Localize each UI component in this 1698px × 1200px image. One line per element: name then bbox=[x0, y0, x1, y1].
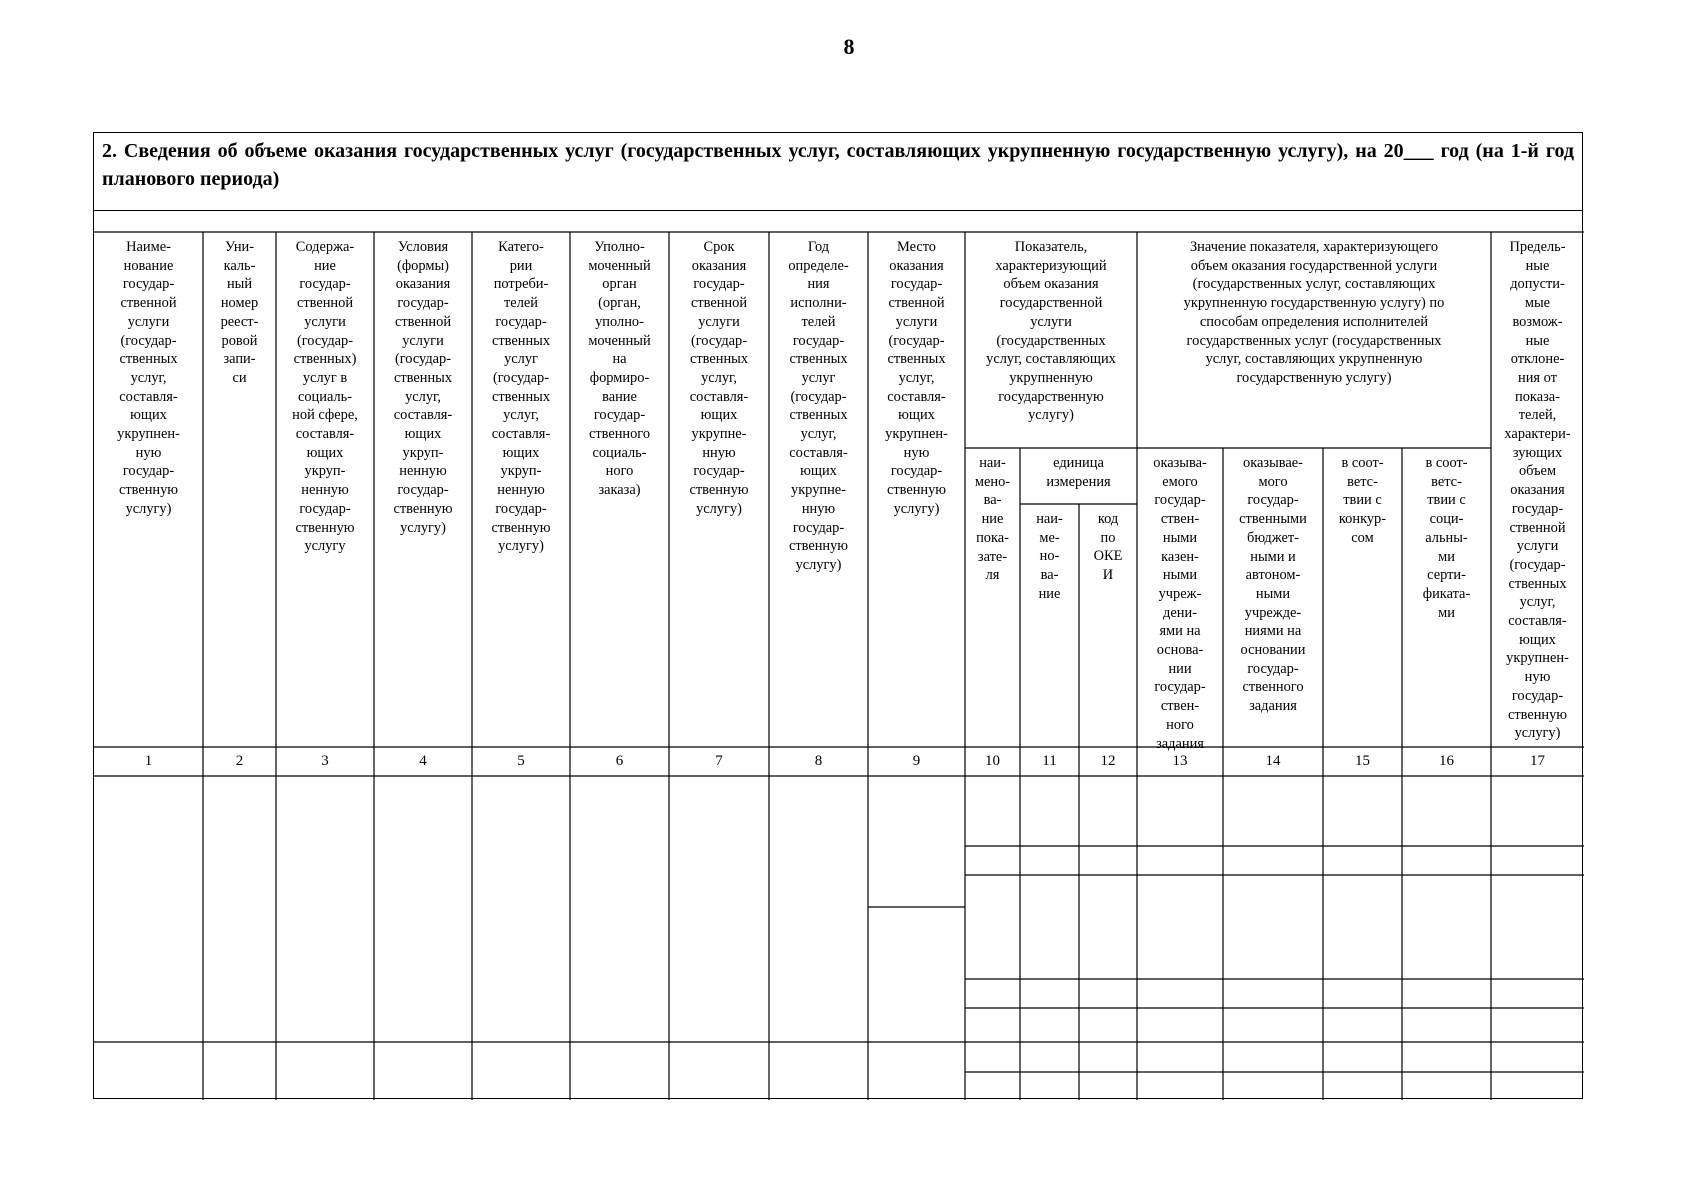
column-number-2: 2 bbox=[235, 753, 244, 769]
column-number-10: 10 bbox=[985, 753, 1000, 769]
column-number-15: 15 bbox=[1355, 753, 1370, 769]
header-group-unit: единица измерения bbox=[1046, 455, 1111, 490]
column-number-9: 9 bbox=[912, 753, 921, 769]
header-col-5: Катего- рии потреби- телей государ- ственных услуг (государ- ственных услуг, составля- ющих укруп- ненную государ- ственную услугу) bbox=[491, 239, 551, 555]
column-number-13: 13 bbox=[1172, 753, 1188, 769]
column-number-14: 14 bbox=[1265, 753, 1281, 769]
column-number-17: 17 bbox=[1530, 753, 1545, 769]
column-number-5: 5 bbox=[517, 753, 525, 769]
section-title: 2. Сведения об объеме оказания государственных услуг (государственных услуг, составляющих укрупненную государственную услугу), на 20___ год (на 1-й год планового периода) bbox=[102, 140, 1574, 190]
column-number-16: 16 bbox=[1439, 753, 1454, 769]
page-number: 8 bbox=[843, 34, 855, 59]
column-number-1: 1 bbox=[144, 753, 153, 769]
header-col-9: Место оказания государ- ственной услуги (государ- ственных услуг, составля- ющих укрупнен- ную государ- ственную услугу) bbox=[885, 239, 948, 517]
header-col-17: Предель- ные допусти- мые возмож- ные отклоне- ния от показа- телей, характери- зующих объем оказания государ- ственной услуги (государ- ственных услуг, составля- ющих укрупнен- ную государ- ственную услугу) bbox=[1504, 239, 1571, 742]
header-col-6: Уполно- моченный орган (орган, уполно- моченный на формиро- вание государ- ственного социаль- ного заказа) bbox=[588, 239, 651, 499]
column-number-8: 8 bbox=[814, 753, 823, 769]
header-group-indicator: Показатель, характеризующий объем оказания государственной услуги (государственных услуг, составляющих укрупненную государственную услугу) bbox=[986, 239, 1116, 424]
form-table-frame bbox=[93, 132, 1583, 1099]
header-col-16: в соот- ветс- твии с соци- альны- ми серти- фиката- ми bbox=[1422, 455, 1471, 621]
header-col-13: оказыва- емого государ- ствен- ными казен- ными учреж- дени- ями на основа- нии государ- ствен- ного задания bbox=[1153, 455, 1207, 752]
header-col-1: Наиме- нование государ- ственной услуги (государ- ственных услуг, составля- ющих укрупнен- ную государ- ственную услугу) bbox=[117, 239, 180, 517]
header-col-3: Содержа- ние государ- ственной услуги (государ- ственных) услуг в социаль- ной сфере, составля- ющих укруп- ненную государ- ственную услугу bbox=[292, 239, 358, 555]
header-col-12: код по ОКЕ И bbox=[1093, 511, 1123, 584]
column-number-11: 11 bbox=[1042, 753, 1057, 769]
header-col-2: Уни- каль- ный номер реест- ровой запи- си bbox=[220, 239, 259, 386]
column-number-3: 3 bbox=[321, 753, 329, 769]
header-col-7: Срок оказания государ- ственной услуги (государ- ственных услуг, составля- ющих укрупне- нную государ- ственную услугу) bbox=[689, 239, 749, 517]
header-col-11: наи- ме- но- ва- ние bbox=[1036, 511, 1063, 602]
column-number-4: 4 bbox=[419, 753, 427, 769]
column-number-12: 12 bbox=[1100, 753, 1116, 769]
header-group-value: Значение показателя, характеризующего объем оказания государственной услуги (государственных услуг, составляющих укрупненную государственную услугу) по способам определения исполнителей государственных услуг (государственных услуг, составляющих укрупненную государственную услугу) bbox=[1183, 239, 1445, 386]
header-col-15: в соот- ветс- твии с конкур- сом bbox=[1338, 455, 1387, 546]
header-col-8: Год определе- ния исполни- телей государ- ственных услуг (государ- ственных услуг, составля- ющих укрупне- нную государ- ственную услугу) bbox=[788, 239, 849, 573]
header-col-10: наи- мено- ва- ние пока- зате- ля bbox=[974, 455, 1011, 584]
header-col-4: Условия (формы) оказания государ- ственной услуги (государ- ственных услуг, составля- ющих укруп- ненную государ- ственную услугу) bbox=[393, 239, 453, 536]
column-number-7: 7 bbox=[715, 753, 723, 769]
header-col-14: оказывае- мого государ- ственными бюджет- ными и автоном- ными учрежде- ниями на основании государ- ственного задания bbox=[1239, 455, 1307, 715]
column-number-6: 6 bbox=[615, 753, 624, 769]
